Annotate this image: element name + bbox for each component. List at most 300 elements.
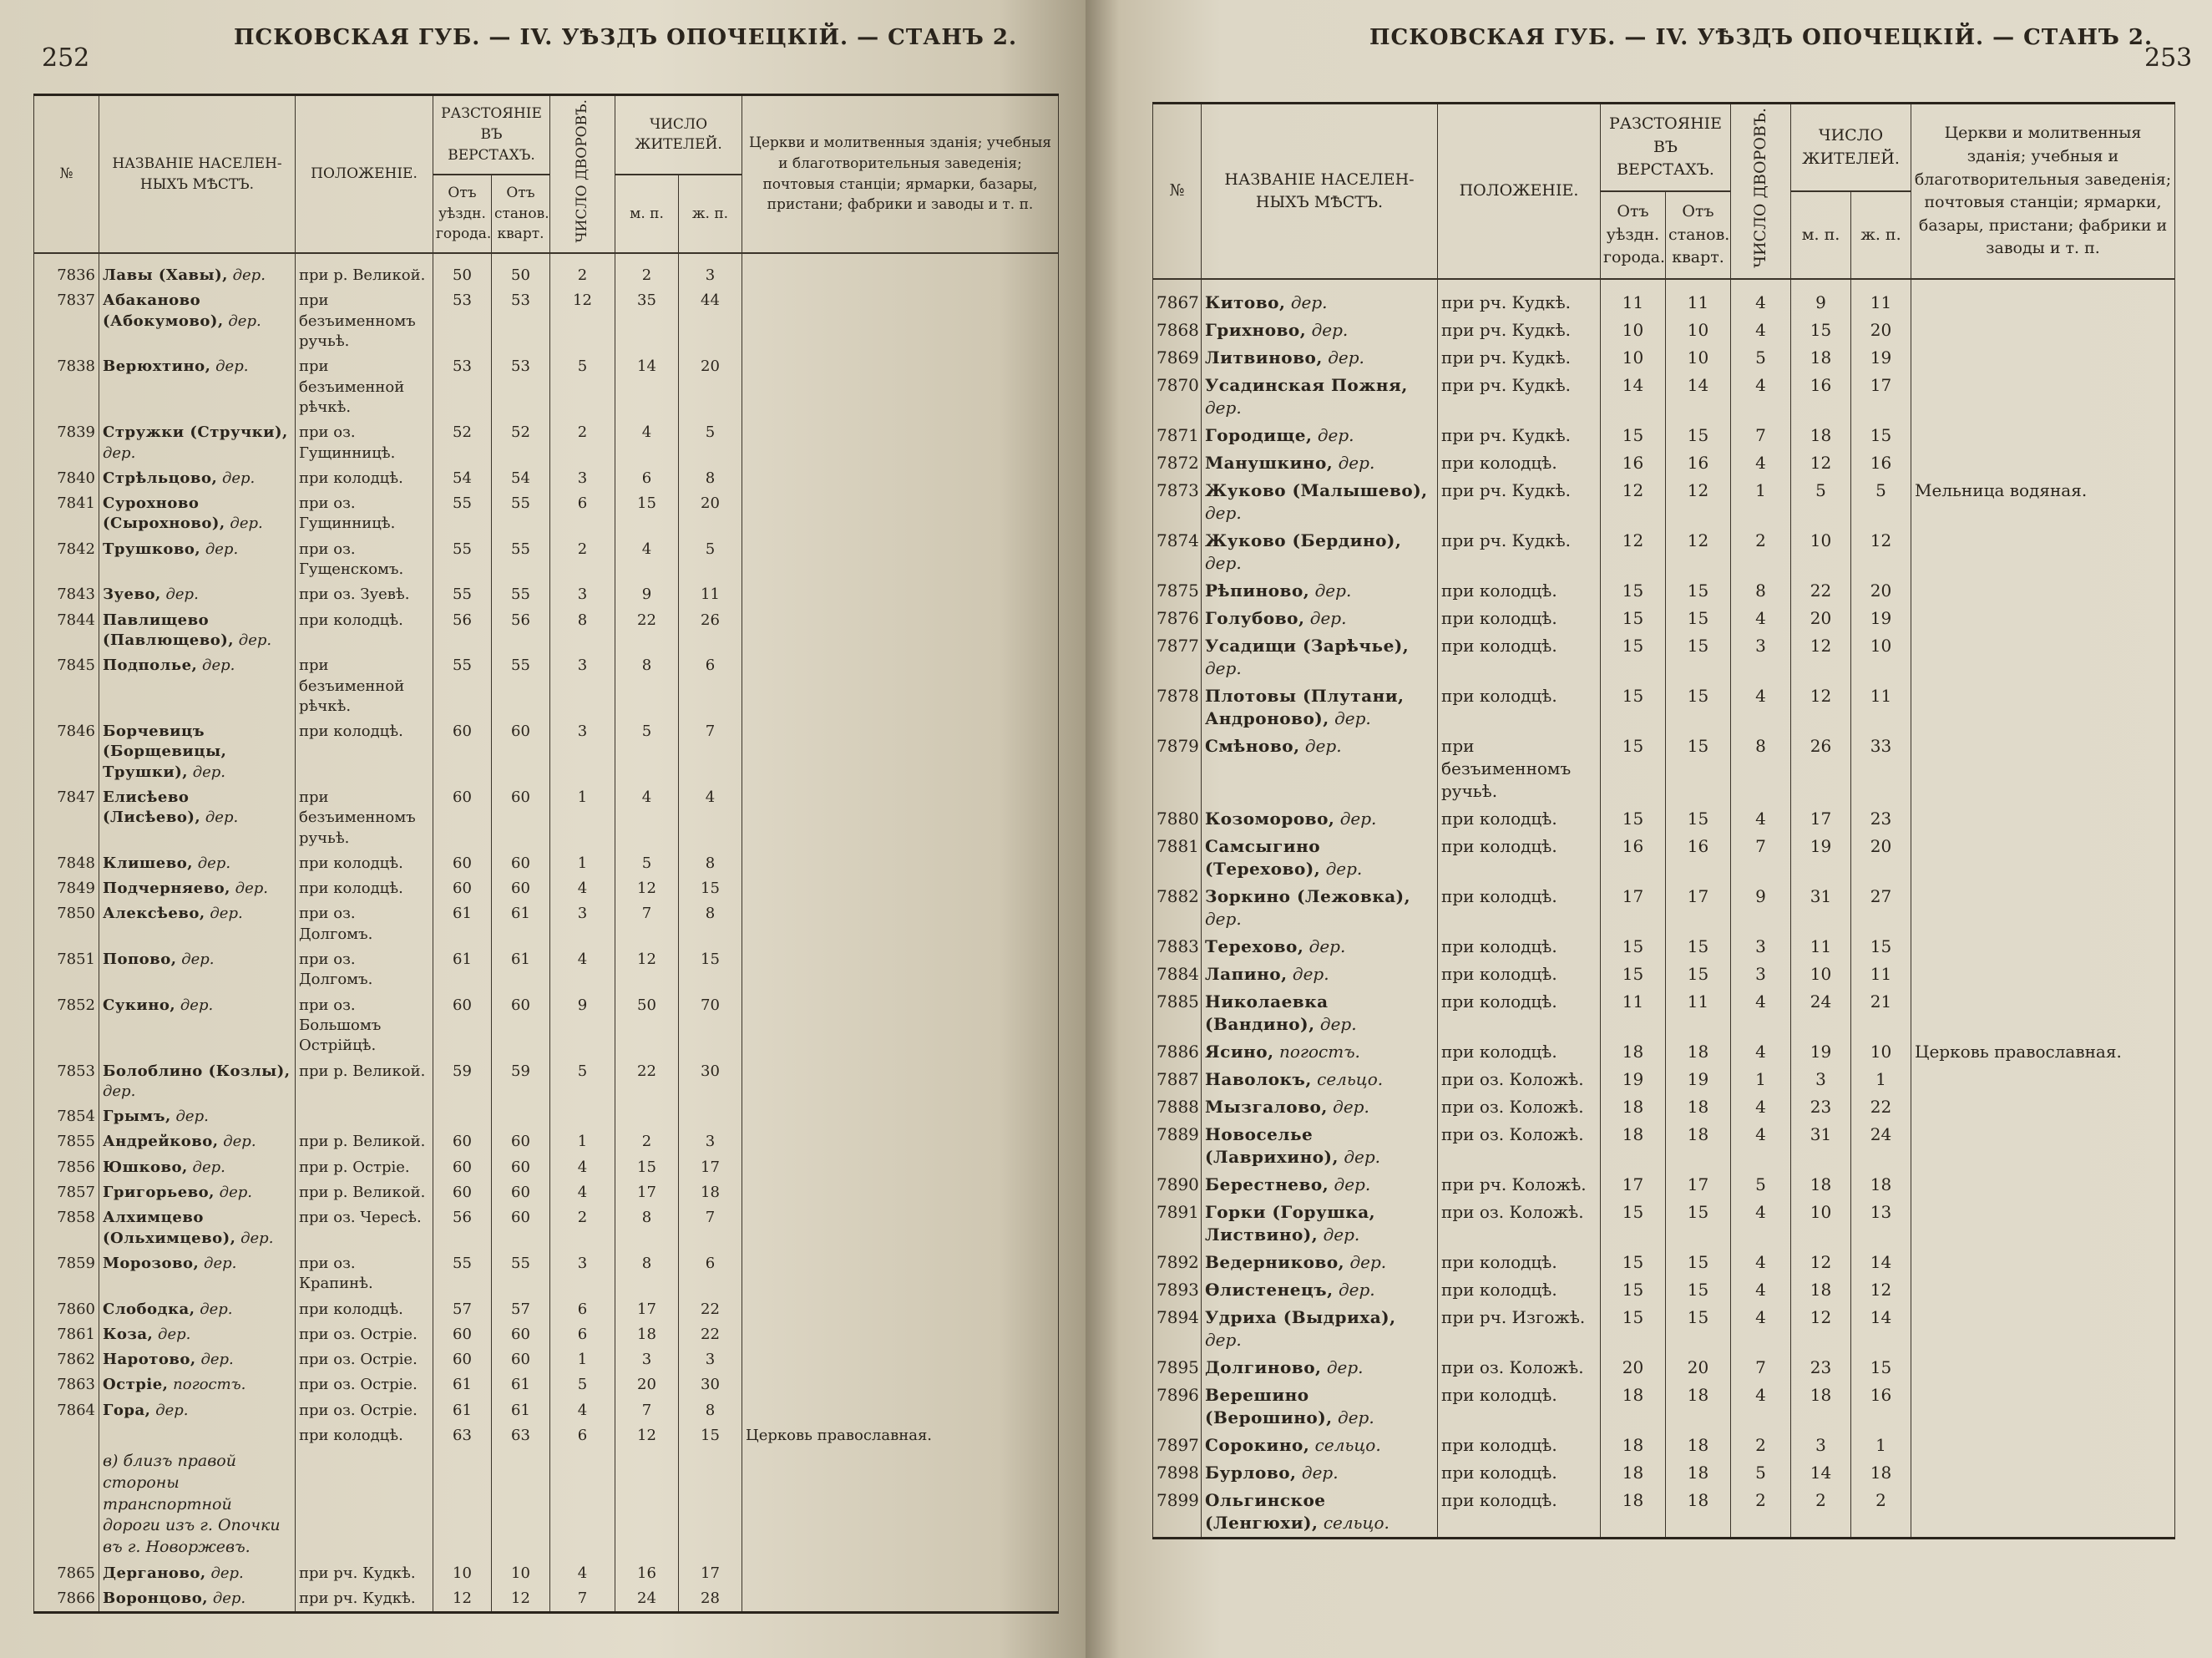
table-body-left [34,253,1059,1612]
yards-count: 9 [550,993,615,1059]
table-row [34,901,1059,947]
distance-stan: 53 [492,288,550,354]
position [296,1448,433,1560]
settlement-name-text: Грымъ, [103,1108,171,1126]
settlement-kind: дер. [212,1589,246,1607]
female-count: 15 [679,947,742,993]
female-count: 15 [679,876,742,901]
row-number: 7899 [1153,1487,1202,1539]
settlement-kind: дер. [219,1184,252,1202]
female-count: 11 [1851,682,1911,733]
notes [1911,422,2175,449]
notes [742,1104,1059,1129]
table-row [1153,605,2175,632]
yards-count [550,1448,615,1560]
row-number: 7840 [34,466,99,491]
yards-count: 1 [550,1129,615,1154]
settlement-name [1202,1171,1438,1199]
position: при колодцѣ. [1438,1432,1601,1459]
female-count: 5 [1851,477,1911,527]
table-row [34,1180,1059,1205]
row-number: 7878 [1153,682,1202,733]
distance-stan: 15 [1666,961,1731,988]
table-row [1153,1432,2175,1459]
row-number: 7894 [1153,1304,1202,1354]
table-row [1153,1171,2175,1199]
male-count: 14 [615,354,679,420]
row-number: 7896 [1153,1382,1202,1432]
distance-stan: 15 [1666,1199,1731,1249]
distance-stan: 11 [1666,279,1731,317]
yards-count: 5 [550,1372,615,1397]
male-count: 2 [615,1129,679,1154]
distance-stan: 53 [492,354,550,420]
settlement-kind: дер. [240,1229,274,1247]
settlement-name [1202,733,1438,805]
yards-count: 3 [550,582,615,607]
settlement-name [99,1129,296,1154]
row-number: 7845 [34,653,99,719]
distance-stan: 12 [1666,477,1731,527]
settlement-name [1202,1066,1438,1093]
row-number: 7856 [34,1155,99,1180]
male-count: 7 [615,901,679,947]
settlement-kind: дер. [175,1108,209,1126]
notes [1911,1487,2175,1539]
table-row [1153,317,2175,344]
settlement-name [1202,449,1438,477]
settlement-name-text: Верюхтино, [103,357,211,376]
settlement-name [1202,682,1438,733]
notes [742,1448,1059,1560]
settlement-table-right [1152,102,2175,1539]
row-number [34,1423,99,1448]
settlement-name-text: Козоморово, [1205,809,1335,829]
settlement-kind: дер. [158,1325,191,1343]
row-number: 7862 [34,1347,99,1372]
male-count: 18 [1791,1171,1851,1199]
row-number: 7861 [34,1322,99,1347]
settlement-kind: дер. [235,880,268,898]
male-count: 4 [615,537,679,583]
position: при колодцѣ. [296,851,433,876]
female-count: 19 [1851,344,1911,372]
distance-stan: 60 [492,851,550,876]
notes [1911,317,2175,344]
male-count [615,1448,679,1560]
settlement-kind: погостъ. [1278,1042,1360,1062]
settlement-name-text: Ѳлистенецъ, [1205,1280,1334,1301]
yards-count: 4 [550,947,615,993]
settlement-kind: дер. [223,1133,256,1151]
table-row [1153,1487,2175,1539]
position: при колодцѣ. [1438,605,1601,632]
table-row [1153,833,2175,883]
distance-stan: 15 [1666,1276,1731,1304]
settlement-name [99,1251,296,1297]
female-count: 3 [679,1129,742,1154]
male-count: 18 [1791,422,1851,449]
notes [1911,933,2175,961]
yards-count: 4 [1731,449,1791,477]
table-row [34,466,1059,491]
table-row [1153,682,2175,733]
settlement-kind: дер. [1338,1407,1374,1428]
female-count: 26 [679,608,742,654]
male-count: 12 [615,1423,679,1448]
row-number: 7880 [1153,805,1202,833]
table-row [34,1059,1059,1105]
yards-count: 3 [1731,632,1791,682]
notes [742,582,1059,607]
distance-stan: 10 [492,1561,550,1586]
position: при безъименномъ ручьѣ. [296,288,433,354]
running-head-left: ПСКОВСКАЯ ГУБ. — IV. УѢЗДЪ ОПОЧЕЦКІЙ. — СТАНЪ 2. [234,25,1018,50]
distance-stan: 11 [1666,988,1731,1038]
female-count: 8 [679,851,742,876]
yards-count: 4 [1731,988,1791,1038]
settlement-name-text: Китово, [1205,292,1286,313]
settlement-name-text: Морозово, [103,1254,200,1272]
settlement-name-text: Горки (Горушка, Листвино), [1205,1202,1376,1245]
distance-town: 55 [433,653,492,719]
notes [742,653,1059,719]
notes [742,1398,1059,1423]
male-count: 2 [615,253,679,288]
settlement-kind: дер. [155,1401,189,1419]
table-row [1153,1304,2175,1354]
male-count: 8 [615,653,679,719]
settlement-kind: дер. [230,515,263,533]
distance-stan: 18 [1666,1487,1731,1539]
male-count: 16 [615,1561,679,1586]
row-number: 7863 [34,1372,99,1397]
distance-town: 15 [1601,605,1666,632]
settlement-name [99,537,296,583]
position: при рч. Кудкѣ. [1438,372,1601,422]
distance-stan: 18 [1666,1432,1731,1459]
yards-count: 4 [1731,1249,1791,1276]
settlement-name-text: Наволокъ, [1205,1069,1312,1090]
notes [1911,1459,2175,1487]
row-number: 7865 [34,1561,99,1586]
distance-stan: 18 [1666,1038,1731,1066]
table-row [1153,279,2175,317]
yards-count: 4 [1731,1304,1791,1354]
settlement-name [99,1180,296,1205]
header-from-stan: Отъ станов. кварт. [492,175,550,254]
male-count: 12 [1791,1249,1851,1276]
distance-town: 57 [433,1297,492,1322]
male-count: 31 [1791,1121,1851,1171]
male-count: 19 [1791,833,1851,883]
yards-count: 4 [550,1561,615,1586]
settlement-name [1202,1459,1438,1487]
settlement-name [1202,1249,1438,1276]
female-count: 30 [679,1372,742,1397]
settlement-name-text: Новоселье (Лаврихино), [1205,1124,1339,1168]
distance-town: 15 [1601,1304,1666,1354]
distance-stan: 19 [1666,1066,1731,1093]
header-number: № [1153,104,1202,280]
female-count: 8 [679,901,742,947]
settlement-kind: дер. [1334,708,1371,729]
table-row [34,253,1059,288]
settlement-name [99,1423,296,1448]
header-female: ж. п. [679,175,742,254]
table-row [1153,961,2175,988]
row-number: 7886 [1153,1038,1202,1066]
settlement-name [99,288,296,354]
settlement-name [99,653,296,719]
distance-stan: 57 [492,1297,550,1322]
yards-count: 2 [1731,527,1791,577]
notes [742,253,1059,288]
settlement-name [99,1155,296,1180]
table-row [34,1398,1059,1423]
settlement-name-text: Сурохново (Сырохново), [103,494,225,533]
distance-town: 15 [1601,682,1666,733]
position: при оз. Коложѣ. [1438,1066,1601,1093]
settlement-name-text: Рѣпиново, [1205,581,1310,601]
row-number: 7882 [1153,883,1202,933]
notes [1911,527,2175,577]
position: при колодцѣ. [1438,833,1601,883]
distance-town: 61 [433,1398,492,1423]
notes [1911,577,2175,605]
notes [1911,1382,2175,1432]
settlement-kind: погостъ. [173,1376,246,1394]
female-count: 22 [1851,1093,1911,1121]
female-count: 33 [1851,733,1911,805]
position: при рч. Кудкѣ. [296,1586,433,1613]
female-count: 4 [679,785,742,851]
male-count: 22 [1791,577,1851,605]
position: при колодцѣ. [1438,682,1601,733]
settlement-name [1202,1382,1438,1432]
distance-town: 20 [1601,1354,1666,1382]
distance-stan: 61 [492,1398,550,1423]
yards-count: 2 [550,537,615,583]
table-row [34,1297,1059,1322]
female-count: 23 [1851,805,1911,833]
settlement-name-text: Алексѣево, [103,905,205,923]
row-number: 7884 [1153,961,1202,988]
distance-stan: 60 [492,1205,550,1251]
distance-town: 10 [1601,344,1666,372]
settlement-name [99,1205,296,1251]
male-count: 23 [1791,1354,1851,1382]
notes [742,719,1059,785]
table-row [34,1205,1059,1251]
notes [1911,833,2175,883]
left-page [0,0,1086,1658]
position: при колодцѣ. [1438,883,1601,933]
row-number: 7870 [1153,372,1202,422]
settlement-name [1202,1432,1438,1459]
settlement-name [1202,422,1438,449]
settlement-name-text: Плотовы (Плутани, Андроново), [1205,686,1405,729]
male-count: 20 [615,1372,679,1397]
yards-count: 12 [550,288,615,354]
header-distance: РАЗСТОЯНІЕ ВЪ ВЕРСТАХЪ. [433,95,550,175]
row-number: 7846 [34,719,99,785]
position: при оз. Коложѣ. [1438,1093,1601,1121]
settlement-kind: дер. [1205,398,1242,418]
position: при рч. Кудкѣ. [1438,422,1601,449]
position: при рч. Кудкѣ. [1438,279,1601,317]
settlement-kind: дер. [1338,453,1375,474]
position: при колодцѣ. [296,466,433,491]
settlement-name-text: Абаканово (Абокумово), [103,292,224,330]
position: при колодцѣ. [1438,1459,1601,1487]
row-number: 7851 [34,947,99,993]
notes [1911,883,2175,933]
position: при рч. Кудкѣ. [1438,527,1601,577]
settlement-name [99,876,296,901]
settlement-name-text: Удриха (Выдриха), [1205,1307,1396,1328]
distance-stan: 56 [492,608,550,654]
distance-stan: 63 [492,1423,550,1448]
yards-count [550,1104,615,1129]
yards-count: 4 [550,1155,615,1180]
yards-count: 3 [550,1251,615,1297]
distance-town: 15 [1601,805,1666,833]
distance-town: 19 [1601,1066,1666,1093]
distance-town: 53 [433,288,492,354]
position: при колодцѣ. [1438,988,1601,1038]
settlement-name-text: Болоблино (Козлы), [103,1062,291,1080]
settlement-kind: дер. [181,951,215,969]
female-count: 30 [679,1059,742,1105]
yards-count: 4 [550,1398,615,1423]
row-number: 7879 [1153,733,1202,805]
distance-stan: 61 [492,947,550,993]
settlement-name [99,1297,296,1322]
table-row [34,1129,1059,1154]
settlement-name-text: Стружки (Стручки), [103,423,288,442]
female-count: 16 [1851,1382,1911,1432]
distance-town: 12 [1601,477,1666,527]
distance-town: 15 [1601,1249,1666,1276]
female-count: 15 [1851,1354,1911,1382]
settlement-name-text: Зуево, [103,586,161,604]
distance-town: 60 [433,993,492,1059]
settlement-name-text: Подчерняево, [103,880,230,898]
male-count: 23 [1791,1093,1851,1121]
notes [742,901,1059,947]
yards-count: 6 [550,491,615,537]
distance-town: 60 [433,1347,492,1372]
female-count: 5 [679,537,742,583]
settlement-name [1202,883,1438,933]
female-count: 7 [679,1205,742,1251]
female-count: 12 [1851,527,1911,577]
distance-town: 50 [433,253,492,288]
yards-count: 4 [1731,1199,1791,1249]
settlement-name-text: Берестнево, [1205,1174,1329,1195]
distance-stan: 15 [1666,682,1731,733]
settlement-kind: дер. [200,1300,233,1318]
settlement-name [1202,477,1438,527]
settlement-name-text: Стрѣльцово, [103,469,218,487]
right-page [1086,0,2212,1658]
settlement-name [99,354,296,420]
table-row [1153,1066,2175,1093]
notes [742,537,1059,583]
distance-stan: 61 [492,1372,550,1397]
row-number: 7872 [1153,449,1202,477]
settlement-name-text: Терехово, [1205,936,1304,957]
male-count [615,1104,679,1129]
yards-count: 2 [1731,1487,1791,1539]
table-row [34,1561,1059,1586]
male-count: 2 [1791,1487,1851,1539]
notes [742,1205,1059,1251]
row-number: 7837 [34,288,99,354]
settlement-kind: дер. [192,1158,225,1176]
row-number: 7868 [1153,317,1202,344]
table-row [34,785,1059,851]
position: при рч. Коложѣ. [1438,1171,1601,1199]
distance-stan: 15 [1666,805,1731,833]
distance-town: 15 [1601,577,1666,605]
row-number: 7836 [34,253,99,288]
table-row [1153,527,2175,577]
yards-count: 1 [1731,477,1791,527]
yards-count: 3 [550,719,615,785]
row-number: 7850 [34,901,99,947]
male-count: 35 [615,288,679,354]
yards-count: 4 [1731,317,1791,344]
female-count: 7 [679,719,742,785]
position: при оз. Остріе. [296,1322,433,1347]
settlement-name [99,582,296,607]
distance-stan: 60 [492,785,550,851]
table-row [1153,805,2175,833]
female-count [679,1448,742,1560]
settlement-kind: дер. [221,469,256,487]
female-count: 17 [1851,372,1911,422]
notes [1911,733,2175,805]
row-number: 7866 [34,1586,99,1613]
table-row [34,537,1059,583]
settlement-name-text: Елисѣево (Лисѣево), [103,788,201,827]
notes [742,1180,1059,1205]
settlement-name [1202,988,1438,1038]
header-from-stan: Отъ станов. кварт. [1666,191,1731,279]
settlement-name-text: Остріе, [103,1376,169,1394]
settlement-name [1202,933,1438,961]
female-count: 6 [679,1251,742,1297]
yards-count: 7 [1731,833,1791,883]
settlement-name [1202,1199,1438,1249]
position: при оз. Коложѣ. [1438,1354,1601,1382]
distance-stan: 15 [1666,733,1731,805]
male-count: 12 [615,876,679,901]
female-count: 15 [679,1423,742,1448]
distance-stan: 18 [1666,1121,1731,1171]
row-number: 7844 [34,608,99,654]
settlement-name [1202,632,1438,682]
female-count: 6 [679,653,742,719]
distance-town [433,1104,492,1129]
male-count: 3 [1791,1066,1851,1093]
table-row [34,851,1059,876]
distance-town: 18 [1601,1487,1666,1539]
notes [1911,1249,2175,1276]
notes [742,608,1059,654]
